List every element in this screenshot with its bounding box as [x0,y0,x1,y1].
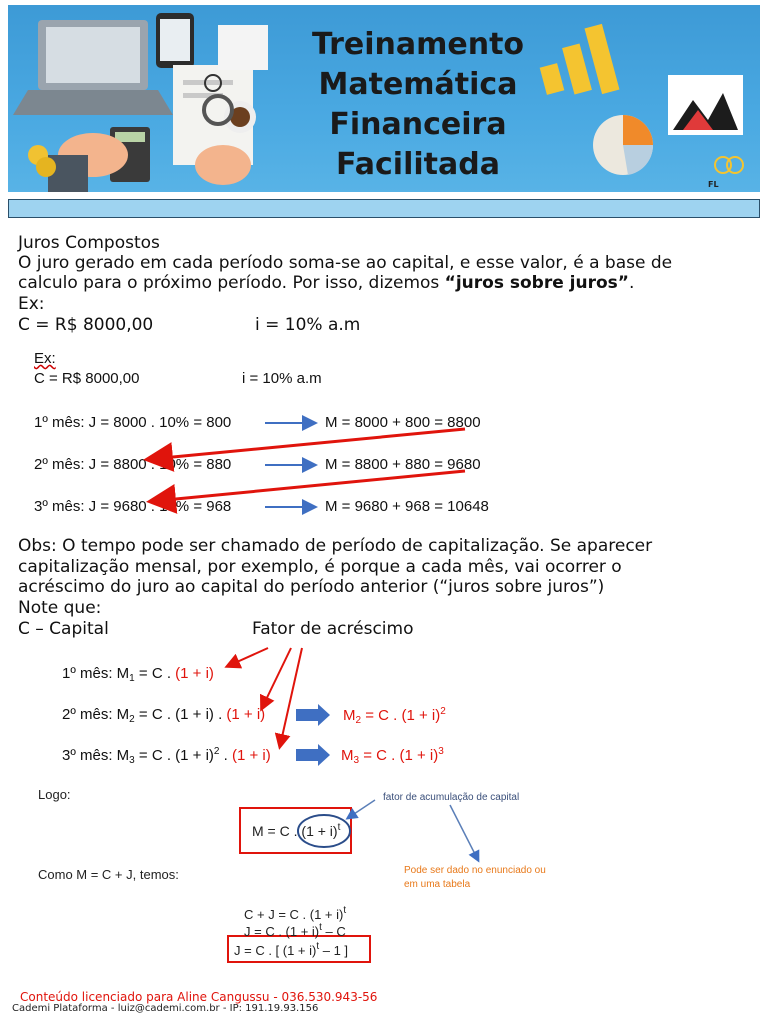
banner-title-line: Financeira [329,107,507,142]
obs-line: Obs: O tempo pode ser chamado de período de capitalização. Se aparecer [18,536,653,556]
como-line-3: J = C . [ $(1 + i)^t - 1$ ] [234,941,349,958]
banner-title-line: Treinamento [311,27,525,62]
example-label: Ex: [18,294,45,314]
obs-line: acréscimo do juro ao capital do período anterior (“juros sobre juros”) [18,577,605,597]
section-heading: Juros Compostos [18,233,160,253]
month-row-left: 1º mês: J = 8000 . 10% = 800 [34,414,232,431]
intro-line: O juro gerado em cada período soma-se ao capital, e esse valor, é a base de [18,253,673,273]
red-arrow [155,471,465,501]
month-row-right: M = 9680 + 968 = 10648 [325,498,489,515]
month-row-left: 3º mês: J = 9680 . 10% = 968 [34,498,232,515]
factor-row-2: 2º mês: $M_2 = C$ . (1 + i) . (1 + i) [62,706,266,725]
factor-result-3: $M_3 = C$ . $(1 + i)^3$ [341,746,444,766]
red-arrow [228,648,268,666]
annotation-top: fator de acumulação de capital [383,792,520,803]
platform-notice: Cademi Plataforma - luiz@cademi.com.br - IP: 191.19.93.156 [12,1003,319,1014]
como-line-2: J = C . $(1 + i)^t - C$ [244,922,346,939]
license-notice: Conteúdo licenciado para Aline Cangussu - 036.530.943-56 [20,990,378,1004]
intro-text: calculo para o próximo período. Por isso, dizemos [18,273,445,293]
como-label: Como M = C + J, temos: [38,867,179,882]
banner-title-line: Facilitada [336,147,500,182]
factor-row-1: 1º mês: $M_1 = C$ . (1 + i) [62,665,214,684]
blue-block-arrow [296,744,330,766]
example-label: Ex: [34,350,56,367]
intro-text: . [628,273,635,293]
month-row-right: M = 8800 + 880 = 9680 [325,456,481,473]
annotation-arrow [450,805,478,860]
intro-emphasis: “juros sobre juros” [444,273,629,293]
banner-title-line: Matemática [318,67,518,102]
factor-result-2: $M_2 = C$ . $(1 + i)^2$ [343,706,446,726]
logo-text: FL [708,180,719,189]
logo-label: Logo: [38,787,71,802]
como-line-1: C + J = C . $(1 + i)^t$ [244,905,347,922]
annotation-bottom: Pode ser dado no enunciado ou em uma tabela [404,865,546,890]
capital-value: C = R$ 8000,00 [34,370,140,387]
rate-value: i = 10% a.m [255,315,361,335]
note-label: Note que: [18,598,102,618]
blue-block-arrow [296,704,330,726]
month-row-right: M = 8000 + 800 = 8800 [325,414,481,431]
annotation-arrow [348,800,375,818]
month-row-left: 2º mês: J = 8800 . 10% = 880 [34,456,232,473]
red-arrow [262,648,291,708]
factor-label: Fator de acréscimo [252,619,414,639]
capital-value: C = R$ 8000,00 [18,315,154,335]
capital-label: C – Capital [18,619,109,639]
factor-row-3: 3º mês: $M_3 = C$ . $(1 + i)^2$ . (1 + i) [62,746,271,766]
obs-line: capitalização mensal, por exemplo, é porque a cada mês, vai ocorrer o [18,557,622,577]
rate-value: i = 10% a.m [242,370,322,387]
red-arrow [152,429,465,459]
compound-formula: M = C . $(1 + i)^t$ [252,822,341,839]
